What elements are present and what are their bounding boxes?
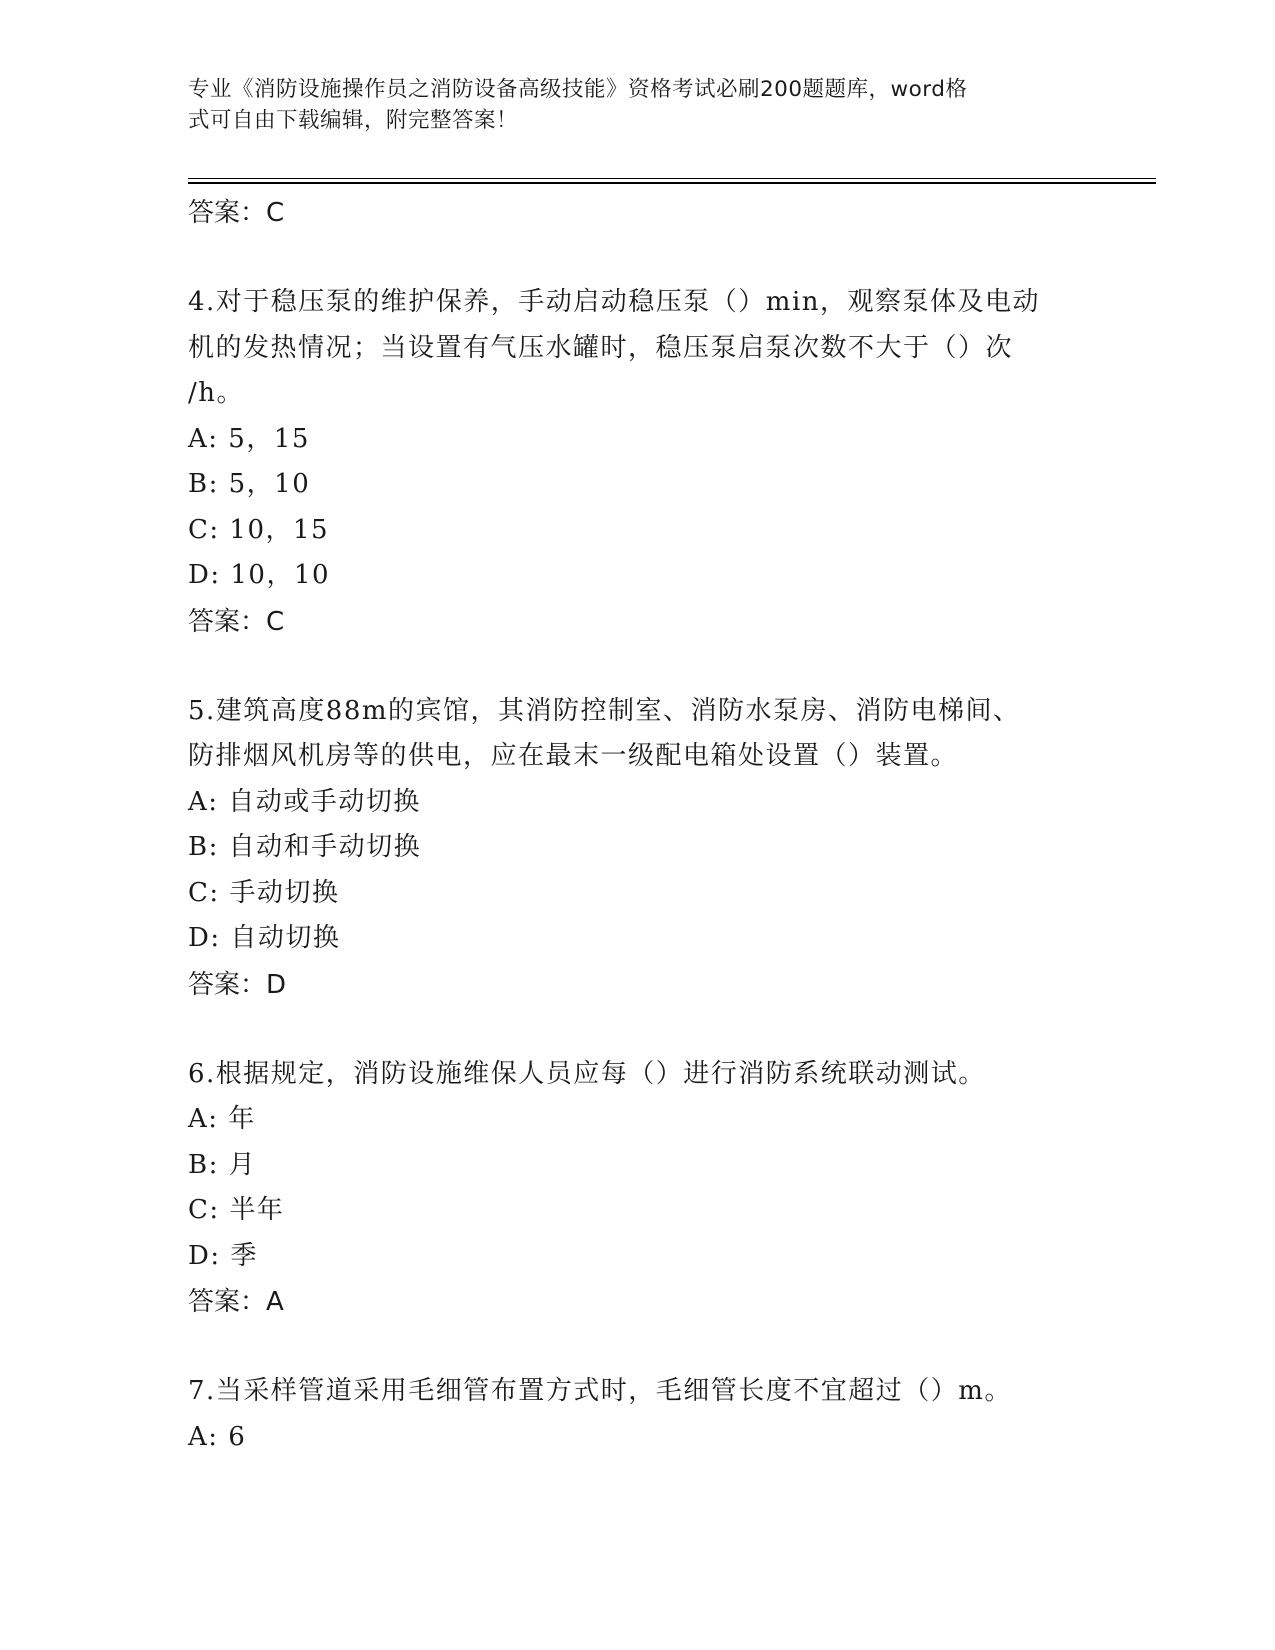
document-header — [188, 74, 1068, 136]
answer: 答案：C — [188, 606, 285, 637]
option-b: B: 5，10 — [188, 469, 311, 499]
question-text-line: 机的发热情况；当设置有气压水罐时，稳压泵启泵次数不大于（）次 — [188, 332, 1014, 363]
answer: 答案：D — [188, 969, 287, 1000]
option-b: B: 自动和手动切换 — [188, 832, 422, 862]
spacer — [188, 645, 1128, 689]
option-a: A: 6 — [188, 1421, 247, 1452]
option-c: C: 半年 — [188, 1195, 285, 1225]
option-d: D: 10，10 — [188, 560, 331, 590]
option-a: A: 年 — [188, 1104, 256, 1134]
option-d: D: 自动切换 — [188, 923, 341, 953]
question-text-line: 4.对于稳压泵的维护保养，手动启动稳压泵（）min，观察泵体及电动 — [188, 287, 1041, 317]
header-rule-thin — [188, 178, 1156, 179]
question-block — [188, 1369, 1128, 1460]
question-list — [188, 190, 1128, 1460]
question-text-line: 6.根据规定，消防设施维保人员应每（）进行消防系统联动测试。 — [188, 1058, 986, 1089]
question-text-line: 7.当采样管道采用毛细管布置方式时，毛细管长度不宜超过（）m。 — [188, 1376, 1012, 1406]
header-rule-thick — [188, 182, 1156, 184]
question-text-line: 5.建筑高度88m的宾馆，其消防控制室、消防水泵房、消防电梯间、 — [188, 695, 1021, 726]
option-d: D: 季 — [188, 1240, 258, 1271]
option-c: C: 10，15 — [188, 514, 330, 545]
question-text-line: 防排烟风机房等的供电，应在最末一级配电箱处设置（）装置。 — [188, 741, 959, 771]
question-block — [188, 280, 1128, 645]
previous-answer: 答案：C — [188, 198, 285, 228]
option-b: B: 月 — [188, 1149, 257, 1180]
option-c: C: 手动切换 — [188, 877, 340, 908]
header-line-1: 专业《消防设施操作员之消防设备高级技能》资格考试必刷200题题库，word格 — [188, 77, 968, 102]
answer: 答案：A — [188, 1287, 284, 1317]
spacer — [188, 1325, 1128, 1369]
question-text-line: /h。 — [188, 378, 245, 408]
question-block — [188, 689, 1128, 1008]
spacer — [188, 236, 1128, 280]
question-block — [188, 1052, 1128, 1326]
option-a: A: 自动或手动切换 — [188, 786, 421, 817]
header-line-2: 式可自由下载编辑，附完整答案！ — [188, 108, 519, 133]
spacer — [188, 1008, 1128, 1052]
option-a: A: 5，15 — [188, 423, 310, 454]
